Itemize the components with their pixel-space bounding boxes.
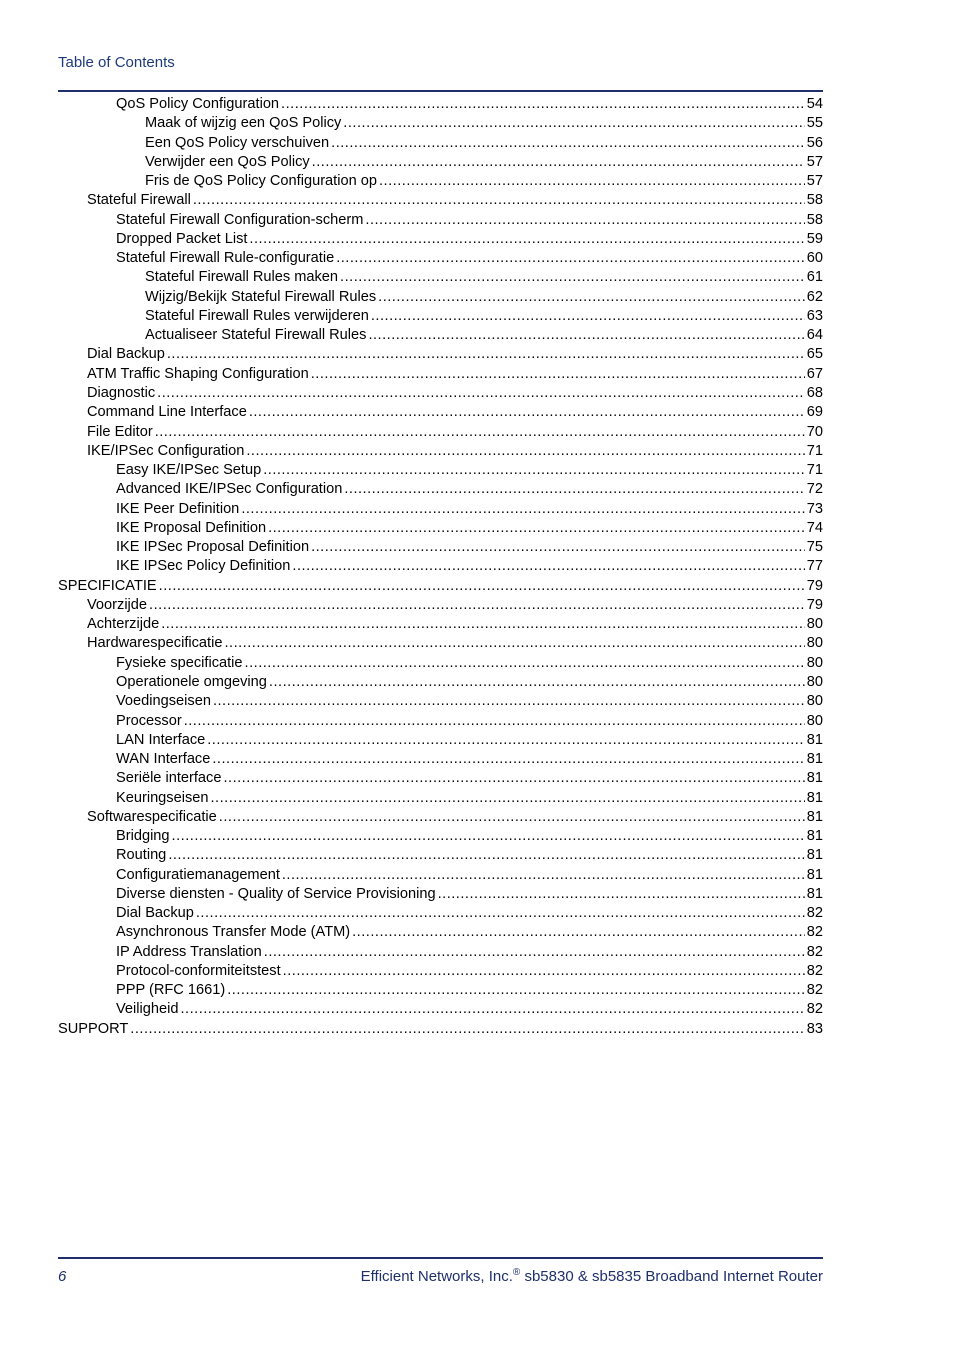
toc-entry-page: 77	[806, 558, 823, 575]
toc-entry-label: Dial Backup	[116, 905, 194, 922]
footer-rule	[58, 1257, 823, 1259]
toc-dot-leader	[283, 962, 805, 981]
toc-dot-leader	[246, 442, 804, 461]
toc-entry-page: 80	[806, 635, 823, 652]
toc-entry-label: IP Address Translation	[116, 943, 262, 960]
toc-entry-label: ATM Traffic Shaping Configuration	[87, 365, 309, 382]
toc-entry-page: 80	[806, 654, 823, 671]
toc-entry-page: 79	[806, 577, 823, 594]
toc-entry-label: Keuringseisen	[116, 789, 209, 806]
toc-dot-leader	[312, 153, 805, 172]
toc-entry-label: Asynchronous Transfer Mode (ATM)	[116, 924, 351, 941]
toc-entry[interactable]	[58, 596, 823, 615]
toc-entry-label: IKE Peer Definition	[116, 500, 240, 517]
toc-dot-leader	[184, 712, 805, 731]
toc-entry-label: Operationele omgeving	[116, 673, 267, 690]
toc-entry[interactable]	[58, 654, 823, 673]
toc-entry-label: WAN Interface	[116, 751, 211, 768]
toc-entry-page: 81	[806, 751, 823, 768]
toc-dot-leader	[311, 365, 805, 384]
toc-entry-page: 68	[806, 384, 823, 401]
toc-entry-page: 81	[806, 808, 823, 825]
toc-entry[interactable]	[58, 1020, 823, 1039]
toc-entry-label: Stateful Firewall Rule-configuratie	[116, 250, 335, 267]
toc-dot-leader	[149, 596, 805, 615]
toc-entry-label: Easy IKE/IPSec Setup	[116, 462, 262, 479]
toc-entry-label: Wijzig/Bekijk Stateful Firewall Rules	[145, 288, 377, 305]
toc-entry-page: 73	[806, 500, 823, 517]
toc-entry-page: 81	[806, 847, 823, 864]
toc-entry-label: IKE IPSec Policy Definition	[116, 558, 291, 575]
toc-entry-label: Maak of wijzig een QoS Policy	[145, 115, 342, 132]
toc-dot-leader	[365, 211, 804, 230]
toc-dot-leader	[368, 326, 804, 345]
toc-entry[interactable]	[58, 268, 823, 287]
toc-entry[interactable]	[58, 846, 823, 865]
toc-entry-label: Advanced IKE/IPSec Configuration	[116, 481, 343, 498]
toc-entry-label: Stateful Firewall	[87, 192, 191, 209]
toc-entry-page: 74	[806, 519, 823, 536]
toc-entry[interactable]	[58, 153, 823, 172]
toc-entry[interactable]	[58, 712, 823, 731]
toc-entry-label: Veiligheid	[116, 1001, 179, 1018]
toc-entry-label: Processor	[116, 712, 182, 729]
toc-entry-label: Voorzijde	[87, 596, 148, 613]
toc-entry[interactable]	[58, 114, 823, 133]
toc-entry[interactable]	[58, 904, 823, 923]
table-of-contents	[58, 95, 823, 1039]
toc-dot-leader	[438, 885, 805, 904]
toc-dot-leader	[343, 114, 804, 133]
toc-entry[interactable]	[58, 249, 823, 268]
toc-entry[interactable]	[58, 423, 823, 442]
toc-entry[interactable]	[58, 769, 823, 788]
toc-dot-leader	[269, 673, 805, 692]
toc-entry-page: 61	[806, 269, 823, 286]
toc-entry[interactable]	[58, 519, 823, 538]
toc-entry-label: File Editor	[87, 423, 153, 440]
toc-entry-page: 83	[806, 1020, 823, 1037]
toc-entry-label: Command Line Interface	[87, 404, 247, 421]
toc-entry-page: 80	[806, 712, 823, 729]
page-header-title: Table of Contents	[58, 54, 175, 71]
toc-entry[interactable]	[58, 365, 823, 384]
toc-entry-page: 82	[806, 943, 823, 960]
toc-entry-page: 82	[806, 962, 823, 979]
toc-entry[interactable]	[58, 500, 823, 519]
toc-dot-leader	[155, 423, 805, 442]
toc-entry[interactable]	[58, 230, 823, 249]
toc-dot-leader	[172, 827, 805, 846]
toc-entry-label: Diverse diensten - Quality of Service Provisioning	[116, 885, 436, 902]
toc-dot-leader	[378, 288, 805, 307]
toc-entry[interactable]	[58, 403, 823, 422]
toc-dot-leader	[331, 134, 805, 153]
toc-entry-label: SPECIFICATIE	[58, 577, 157, 594]
toc-entry[interactable]	[58, 808, 823, 827]
toc-entry-label: Verwijder een QoS Policy	[145, 153, 310, 170]
toc-entry[interactable]	[58, 789, 823, 808]
toc-entry-label: Softwarespecificatie	[87, 808, 217, 825]
toc-entry[interactable]	[58, 211, 823, 230]
toc-entry-page: 80	[806, 673, 823, 690]
toc-dot-leader	[227, 981, 805, 1000]
toc-entry[interactable]	[58, 326, 823, 345]
toc-dot-leader	[157, 384, 805, 403]
toc-entry-page: 56	[806, 134, 823, 151]
toc-dot-leader	[245, 654, 805, 673]
footer-page-number: 6	[58, 1268, 67, 1285]
toc-entry-label: Stateful Firewall Configuration-scherm	[116, 211, 364, 228]
toc-entry[interactable]	[58, 827, 823, 846]
toc-dot-leader	[292, 557, 804, 576]
toc-entry-page: 71	[806, 442, 823, 459]
toc-entry-label: Actualiseer Stateful Firewall Rules	[145, 327, 367, 344]
toc-dot-leader	[340, 268, 805, 287]
toc-entry-label: Fris de QoS Policy Configuration op	[145, 173, 377, 190]
toc-entry-page: 67	[806, 365, 823, 382]
toc-dot-leader	[371, 307, 805, 326]
toc-dot-leader	[379, 172, 805, 191]
toc-entry-page: 81	[806, 866, 823, 883]
toc-entry-label: Voedingseisen	[116, 693, 211, 710]
toc-entry-page: 82	[806, 1001, 823, 1018]
toc-entry-label: LAN Interface	[116, 731, 206, 748]
toc-entry-page: 72	[806, 481, 823, 498]
toc-entry-page: 65	[806, 346, 823, 363]
toc-entry-page: 58	[806, 211, 823, 228]
toc-dot-leader	[211, 789, 805, 808]
toc-dot-leader	[281, 95, 805, 114]
toc-entry-page: 80	[806, 616, 823, 633]
toc-entry-page: 55	[806, 115, 823, 132]
toc-entry-page: 82	[806, 905, 823, 922]
toc-entry-label: Fysieke specificatie	[116, 654, 243, 671]
toc-entry-label: Een QoS Policy verschuiven	[145, 134, 330, 151]
toc-dot-leader	[193, 191, 805, 210]
toc-entry-page: 63	[806, 307, 823, 324]
toc-entry-page: 81	[806, 770, 823, 787]
toc-entry-page: 57	[806, 173, 823, 190]
toc-entry[interactable]	[58, 615, 823, 634]
toc-dot-leader	[213, 692, 805, 711]
toc-dot-leader	[130, 1020, 804, 1039]
footer-company: Efficient Networks, Inc.	[360, 1268, 513, 1285]
toc-entry[interactable]	[58, 866, 823, 885]
toc-entry-label: Hardwarespecificatie	[87, 635, 223, 652]
toc-entry[interactable]	[58, 461, 823, 480]
toc-entry[interactable]	[58, 288, 823, 307]
toc-entry[interactable]	[58, 750, 823, 769]
toc-dot-leader	[311, 538, 805, 557]
toc-dot-leader	[223, 769, 804, 788]
toc-entry-page: 81	[806, 828, 823, 845]
toc-entry[interactable]	[58, 943, 823, 962]
toc-dot-leader	[196, 904, 805, 923]
toc-entry-page: 59	[806, 230, 823, 247]
toc-entry-label: IKE IPSec Proposal Definition	[116, 539, 310, 556]
toc-dot-leader	[224, 634, 804, 653]
toc-entry-label: Protocol-conformiteitstest	[116, 962, 281, 979]
toc-entry[interactable]	[58, 673, 823, 692]
toc-entry[interactable]	[58, 442, 823, 461]
toc-entry[interactable]	[58, 480, 823, 499]
toc-entry[interactable]	[58, 1000, 823, 1019]
toc-entry-label: Bridging	[116, 828, 170, 845]
toc-entry-page: 69	[806, 404, 823, 421]
toc-entry-label: Seriële interface	[116, 770, 222, 787]
toc-entry-page: 58	[806, 192, 823, 209]
toc-entry[interactable]	[58, 384, 823, 403]
toc-entry[interactable]	[58, 557, 823, 576]
toc-entry-label: Stateful Firewall Rules verwijderen	[145, 307, 369, 324]
toc-entry-page: 64	[806, 327, 823, 344]
toc-dot-leader	[168, 846, 804, 865]
toc-entry[interactable]	[58, 134, 823, 153]
toc-entry-label: IKE Proposal Definition	[116, 519, 267, 536]
toc-dot-leader	[344, 480, 804, 499]
footer-product: sb5830 & sb5835 Broadband Internet Router	[520, 1268, 823, 1285]
toc-entry-label: QoS Policy Configuration	[116, 96, 280, 112]
toc-entry-page: 82	[806, 982, 823, 999]
toc-entry-label: SUPPORT	[58, 1020, 129, 1037]
toc-entry-label: Diagnostic	[87, 384, 156, 401]
toc-dot-leader	[241, 500, 804, 519]
toc-dot-leader	[180, 1000, 804, 1019]
toc-entry[interactable]	[58, 345, 823, 364]
toc-dot-leader	[263, 461, 805, 480]
header-rule	[58, 90, 823, 92]
toc-dot-leader	[219, 808, 805, 827]
toc-entry-page: 82	[806, 924, 823, 941]
toc-entry-page: 57	[806, 153, 823, 170]
toc-entry-page: 81	[806, 885, 823, 902]
toc-entry[interactable]	[58, 634, 823, 653]
toc-entry-page: 81	[806, 789, 823, 806]
toc-dot-leader	[161, 615, 805, 634]
toc-entry-page: 54	[806, 96, 823, 112]
toc-dot-leader	[268, 519, 805, 538]
toc-dot-leader	[249, 230, 804, 249]
toc-entry-label: Dropped Packet List	[116, 230, 248, 247]
toc-entry[interactable]	[58, 692, 823, 711]
toc-dot-leader	[167, 345, 805, 364]
toc-entry-label: Stateful Firewall Rules maken	[145, 269, 339, 286]
toc-entry[interactable]	[58, 962, 823, 981]
toc-entry[interactable]	[58, 538, 823, 557]
toc-dot-leader	[282, 866, 805, 885]
toc-entry-label: Configuratiemanagement	[116, 866, 280, 883]
toc-entry-page: 81	[806, 731, 823, 748]
toc-entry-page: 79	[806, 596, 823, 613]
toc-entry-label: PPP (RFC 1661)	[116, 982, 226, 999]
toc-entry-label: Routing	[116, 847, 167, 864]
toc-entry-label: Dial Backup	[87, 346, 165, 363]
toc-dot-leader	[159, 577, 805, 596]
toc-dot-leader	[336, 249, 805, 268]
toc-entry[interactable]	[58, 172, 823, 191]
toc-entry[interactable]	[58, 95, 823, 114]
toc-entry[interactable]	[58, 885, 823, 904]
toc-entry-page: 71	[806, 462, 823, 479]
footer-product-line	[361, 1268, 823, 1285]
toc-entry-page: 75	[806, 539, 823, 556]
registered-mark: ®	[512, 1267, 521, 1278]
toc-entry-page: 60	[806, 250, 823, 267]
toc-dot-leader	[249, 403, 805, 422]
toc-dot-leader	[352, 923, 805, 942]
toc-dot-leader	[264, 943, 805, 962]
toc-entry[interactable]	[58, 191, 823, 210]
toc-entry[interactable]	[58, 981, 823, 1000]
toc-entry[interactable]	[58, 731, 823, 750]
toc-entry[interactable]	[58, 577, 823, 596]
toc-entry-page: 62	[806, 288, 823, 305]
toc-entry-page: 80	[806, 693, 823, 710]
toc-entry-page: 70	[806, 423, 823, 440]
toc-dot-leader	[212, 750, 804, 769]
toc-entry[interactable]	[58, 923, 823, 942]
toc-dot-leader	[207, 731, 805, 750]
toc-entry-label: IKE/IPSec Configuration	[87, 442, 245, 459]
toc-entry[interactable]	[58, 307, 823, 326]
toc-entry-label: Achterzijde	[87, 616, 160, 633]
